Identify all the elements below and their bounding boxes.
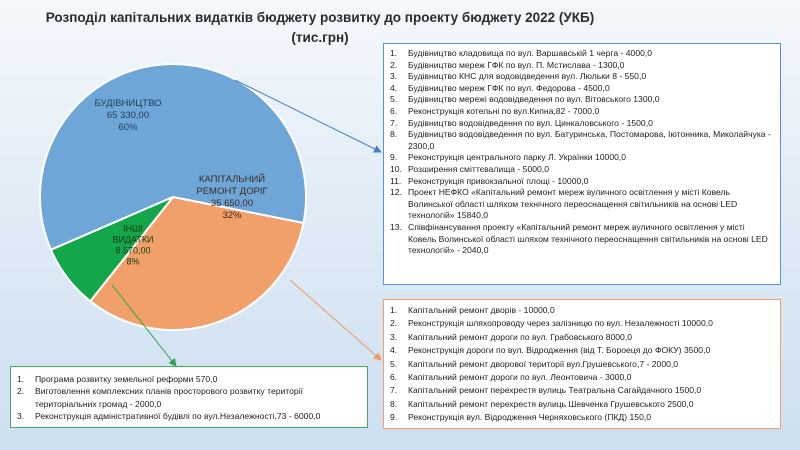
building-list-item [390,187,774,222]
list-item-number: 11. [390,175,402,186]
list-item-text: Будівництво мережі водовідведення по вул. Вітовського 1300,0 [408,94,660,105]
slice-label-line: 35 650,00 [210,198,254,209]
list-item-number: 9. [390,152,398,163]
slice-label-line: 8% [126,256,140,267]
building-list-item [390,129,774,152]
list-item-text: Будівництво водовідведення по вул. Батуринська, Постомарова, Іютонника, Миколайчука - 2300,0 [408,129,771,151]
list-item-number: 1. [390,48,398,58]
list-item-text: Капітальний ремонт дворової території вул.Грушевського,7 - 2000,0 [408,358,679,369]
slice-label-line: БУДІВНИЦТВО [94,98,162,109]
list-item-text: Капітальний ремонт перехрестя вулиць Театральна Сагайдачного 1500,0 [408,385,702,396]
title-line-2: (тис.грн) [291,30,349,45]
road-repair-list-item [390,331,774,344]
road-repair-list-item [390,358,774,371]
list-item-text: Програма розвитку земельної реформи 570,0 [35,374,218,384]
road-repair-details-box [383,299,781,429]
list-item-text: Співфінансування проекту «Капітальний ремонт мереж вуличного освітлення у місті Ковель Волинської області шляхом технічного переоснащення світильників на основі LED технологій» - 2040,0 [408,221,768,256]
other-expenses-details-box [10,366,368,428]
list-item-number: 8. [390,398,398,409]
list-item-number: 4. [390,82,398,93]
pie-slices [40,64,306,330]
list-item-text: Реконструкція вул. Відродження Черняховського (ПКД) 150,0 [408,412,652,423]
road-repair-list-item [390,371,774,384]
road-repair-list-item [390,384,774,397]
other-expenses-list-item [17,385,361,410]
list-item-number: 7. [390,117,398,128]
list-item-number: 3. [17,411,25,422]
building-list-item [390,71,774,83]
list-item-text: Розширення сміттєвалища - 5000,0 [408,163,549,174]
list-item-text: Реконструкція шляхопроводу через залізницю по вул. Незалежності 10000,0 [408,318,713,329]
list-item-number: 2. [390,59,398,70]
list-item-number: 1. [17,374,25,384]
slice-label-line: 32% [222,210,242,221]
list-item-text: Капітальний ремонт перехрестя вулиць Шевченка Грушевського 2500,0 [408,398,694,409]
list-item-text: Капітальний ремонт дороги по вул. Леонтовича - 3000,0 [408,372,632,383]
building-list [390,48,774,257]
road-repair-list-item [390,411,774,424]
building-list-item [390,222,774,257]
building-list-item [390,48,774,60]
list-item-number: 9. [390,412,398,423]
building-list-item [390,94,774,106]
list-item-number: 4. [390,345,398,356]
list-item-number: 6. [390,372,398,383]
list-item-number: 13. [390,221,402,232]
building-list-item [390,60,774,72]
list-item-text: Капітальний ремонт дороги по вул. Грабовського 8000,0 [408,331,632,342]
slice-label-line: РЕМОНТ ДОРІГ [196,186,268,197]
other-expenses-list-item [17,410,361,422]
list-item-number: 2. [390,318,398,329]
connector-roads [290,280,381,360]
list-item-text: Будівництво кладовища по вул. Варшавській 1 черга - 4000,0 [408,48,653,58]
list-item-number: 5. [390,94,398,105]
list-item-text: Будівництво мереж ГФК по вул. П. Мстислава - 1300,0 [408,59,625,70]
list-item-text: Реконструкція адміністративної будівлі по вул.Незалежності,73 - 6000,0 [35,411,321,422]
building-details-box [383,43,781,285]
list-item-number: 3. [390,331,398,342]
road-repair-list-item [390,304,774,317]
list-item-text: Будівництво водовідведення по вул. Цинкаловського - 1500,0 [408,117,653,128]
list-item-number: 6. [390,105,398,116]
building-list-item [390,118,774,130]
list-item-text: Реконструкція привокзальної площі - 10000,0 [408,175,589,186]
list-item-text: Будівництво КНС для водовідведення вул. Люльки 8 - 550,0 [408,71,647,82]
list-item-text: Будівництво мереж ГФК по вул. Федорова - 4500,0 [408,82,610,93]
list-item-number: 7. [390,385,398,396]
list-item-text: Реконструкція дороги по вул. Відродження (від Т. Бороеця до ФОКУ) 3500,0 [408,345,711,356]
slice-label-line: ВИДАТКИ [112,234,154,245]
list-item-text: Капітальний ремонт дворів - 10000,0 [408,305,555,315]
list-item-number: 8. [390,129,398,140]
slice-label-line: ІНШІ [123,223,143,234]
road-repair-list-item [390,344,774,357]
slice-label-line: 60% [118,122,138,133]
list-item-number: 2. [17,386,25,397]
building-list-item [390,176,774,188]
road-repair-list-item [390,317,774,330]
list-item-number: 12. [390,187,402,198]
list-item-text: Реконструкція центрального парку Л. Українки 10000,0 [408,152,627,163]
slice-label-line: 65 330,00 [106,110,150,121]
list-item-text: Реконструкція котельні по вул.Кипна,82 - 7000,0 [408,105,600,116]
list-item-number: 3. [390,71,398,82]
building-list-item [390,83,774,95]
list-item-number: 1. [390,305,398,315]
title-line-1: Розподіл капітальних видатків бюджету розвитку до проекту бюджету 2022 (УКБ) [45,10,595,25]
building-list-item [390,152,774,164]
other-expenses-list-item [17,373,361,385]
list-item-text: Виготовлення комплексних планів просторового розвитку території територіальних громад - 2000,0 [35,386,303,409]
slice-label-line: КАПІТАЛЬНИЙ [198,174,266,185]
building-list-item [390,106,774,118]
list-item-text: Проект НЕФКО «Капітальний ремонт мереж вуличного освітлення у місті Ковель Волинської області шляхом технічного переоснащення світильників на основі LED технологій» 15840,0 [408,187,738,221]
list-item-number: 10. [390,163,402,174]
road-repair-list-item [390,398,774,411]
slice-label-line: 8 570,00 [115,245,151,256]
building-list-item [390,164,774,176]
list-item-number: 5. [390,358,398,369]
road-repair-list [390,304,774,425]
other-expenses-list [17,373,361,423]
